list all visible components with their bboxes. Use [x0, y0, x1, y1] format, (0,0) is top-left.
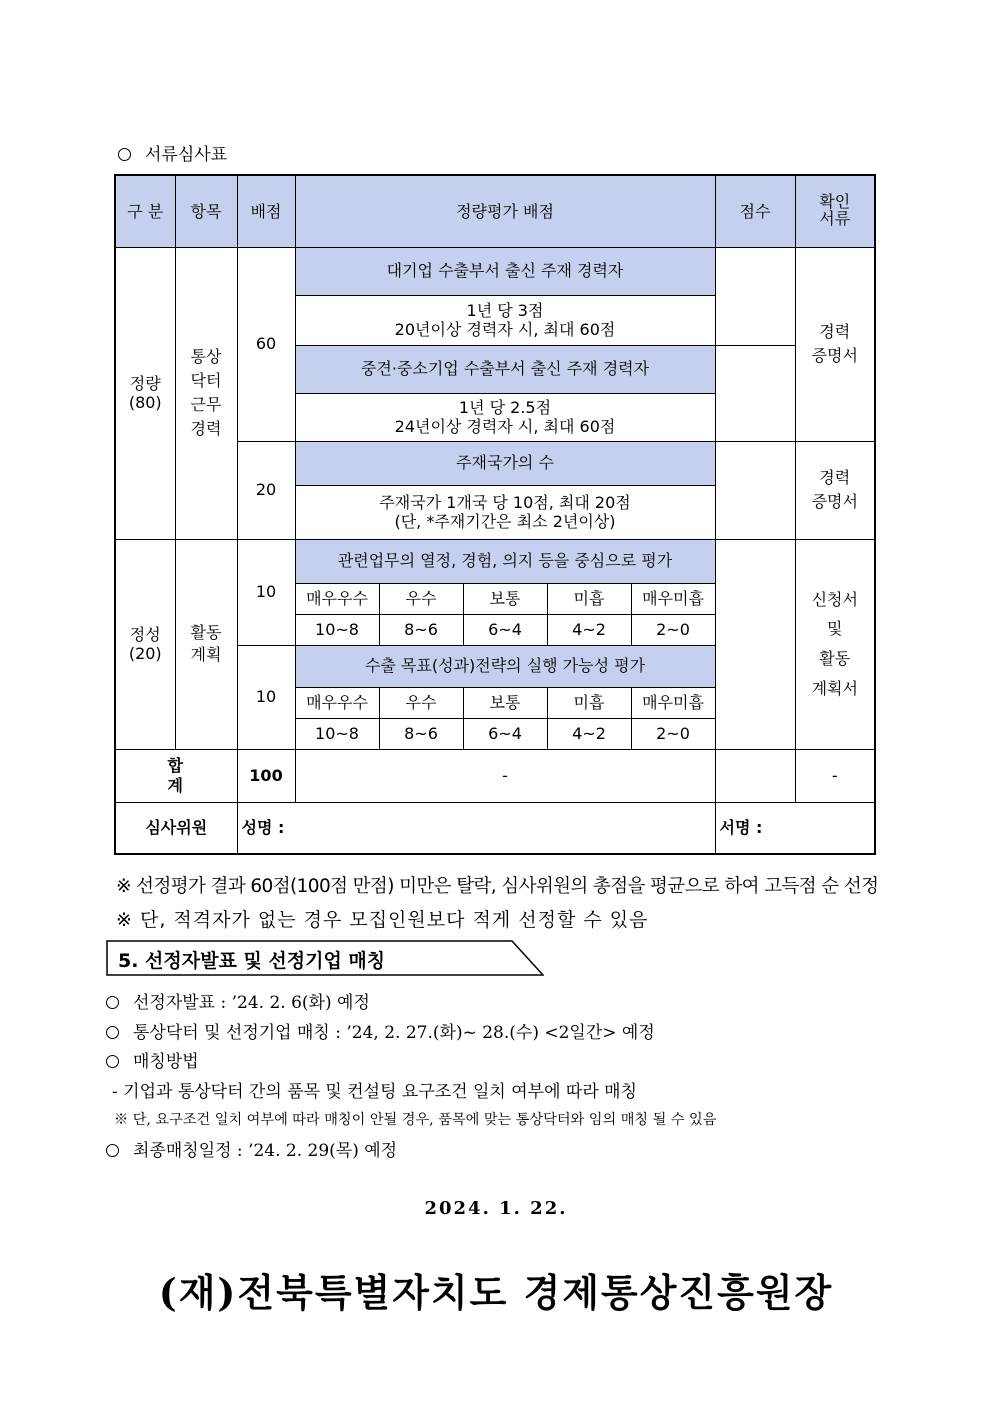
circle-bullet-icon	[106, 1055, 119, 1068]
method-note: ※ 단, 요구조건 일치 여부에 따라 매칭이 안될 경우, 품목에 맞는 통상닥터와 임의 매칭 될 수 있음	[114, 1112, 717, 1128]
qual-item: 활동 계획	[175, 539, 237, 749]
range-cell: 6~4	[463, 614, 547, 645]
note-2: ※ 단, 적격자가 없는 경우 모집인원보다 적게 선정할 수 있음	[116, 909, 649, 931]
total-points	[715, 749, 795, 802]
bullet-method: 매칭방법	[106, 1047, 199, 1072]
judge-sign: 서명 :	[715, 802, 875, 854]
range-cell: 4~2	[547, 718, 631, 749]
passion-title: 관련업무의 열정, 경험, 의지 등을 중심으로 평가	[295, 539, 715, 583]
header-score: 배점	[237, 175, 295, 247]
range-cell: 2~0	[631, 614, 715, 645]
quant-doc-a: 경력 증명서	[795, 247, 875, 441]
grade-cell: 미흡	[547, 583, 631, 614]
evaluation-table	[114, 174, 876, 855]
grade-cell: 보통	[463, 583, 547, 614]
quant-category: 정량 (80)	[115, 247, 175, 539]
total-label: 합 계	[115, 749, 237, 802]
grade-cell: 보통	[463, 687, 547, 718]
range-cell: 4~2	[547, 614, 631, 645]
qual-category: 정성 (20)	[115, 539, 175, 749]
range-cell: 10~8	[295, 718, 379, 749]
circle-bullet-icon	[106, 1144, 119, 1157]
header-points: 점수	[715, 175, 795, 247]
range-cell: 8~6	[379, 614, 463, 645]
points-cell	[715, 345, 795, 441]
range-cell: 6~4	[463, 718, 547, 749]
bullet-matching: 통상닥터 및 선정기업 매칭 : ’24, 2. 27.(화)~ 28.(수) <2일간> 예정	[106, 1018, 655, 1043]
section-title: 서류심사표	[118, 140, 227, 165]
points-cell	[715, 247, 795, 345]
header-item: 항목	[175, 175, 237, 247]
organization-name: (재)전북특별자치도 경제통상진흥원장	[158, 1270, 834, 1315]
section-5-title: 5. 선정자발표 및 선정기업 매칭	[118, 950, 386, 972]
method-desc: - 기업과 통상닥터 간의 품목 및 컨설팅 요구조건 일치 여부에 따라 매칭	[112, 1082, 638, 1102]
header-category: 구 분	[115, 175, 175, 247]
bullet-final: 최종매칭일정 : ’24. 2. 29(목) 예정	[106, 1136, 397, 1161]
mid-company-desc: 1년 당 2.5점 24년이상 경력자 시, 최대 60점	[295, 393, 715, 441]
country-title: 주재국가의 수	[295, 441, 715, 485]
range-cell: 8~6	[379, 718, 463, 749]
grade-cell: 우수	[379, 583, 463, 614]
document-date: 2024. 1. 22.	[424, 1198, 568, 1219]
range-cell: 2~0	[631, 718, 715, 749]
grade-cell: 매우미흡	[631, 583, 715, 614]
qual-score-b: 10	[237, 645, 295, 749]
grade-cell: 매우우수	[295, 583, 379, 614]
total-criteria: -	[295, 749, 715, 802]
header-doc: 확인 서류	[795, 175, 875, 247]
mid-company-title: 중견·중소기업 수출부서 출신 주재 경력자	[295, 345, 715, 393]
grade-cell: 우수	[379, 687, 463, 718]
export-title: 수출 목표(성과)전략의 실행 가능성 평가	[295, 645, 715, 687]
circle-bullet-icon	[106, 996, 119, 1009]
grade-cell: 매우우수	[295, 687, 379, 718]
total-doc: -	[795, 749, 875, 802]
large-company-desc: 1년 당 3점 20년이상 경력자 시, 최대 60점	[295, 295, 715, 345]
quant-score-a: 60	[237, 247, 295, 441]
grade-cell: 미흡	[547, 687, 631, 718]
grade-cell: 매우미흡	[631, 687, 715, 718]
circle-bullet-icon	[118, 148, 131, 161]
note-1: ※ 선정평가 결과 60점(100점 만점) 미만은 탈락, 심사위원의 총점을 평균으로 하여 고득점 순 선정	[116, 876, 879, 897]
header-criteria: 정량평가 배점	[295, 175, 715, 247]
quant-doc-b: 경력 증명서	[795, 441, 875, 539]
qual-score-a: 10	[237, 539, 295, 645]
large-company-title: 대기업 수출부서 출신 주재 경력자	[295, 247, 715, 295]
judge-name: 성명 :	[237, 802, 715, 854]
judge-label: 심사위원	[115, 802, 237, 854]
country-desc: 주재국가 1개국 당 10점, 최대 20점 (단, *주재기간은 최소 2년이상)	[295, 485, 715, 539]
quant-score-b: 20	[237, 441, 295, 539]
points-cell	[715, 539, 795, 749]
total-score: 100	[237, 749, 295, 802]
points-cell	[715, 441, 795, 539]
qual-doc: 신청서 및 활동 계획서	[795, 539, 875, 749]
circle-bullet-icon	[106, 1026, 119, 1039]
bullet-announce: 선정자발표 : ’24. 2. 6(화) 예정	[106, 988, 370, 1013]
quant-item: 통상 닥터 근무 경력	[175, 247, 237, 539]
range-cell: 10~8	[295, 614, 379, 645]
